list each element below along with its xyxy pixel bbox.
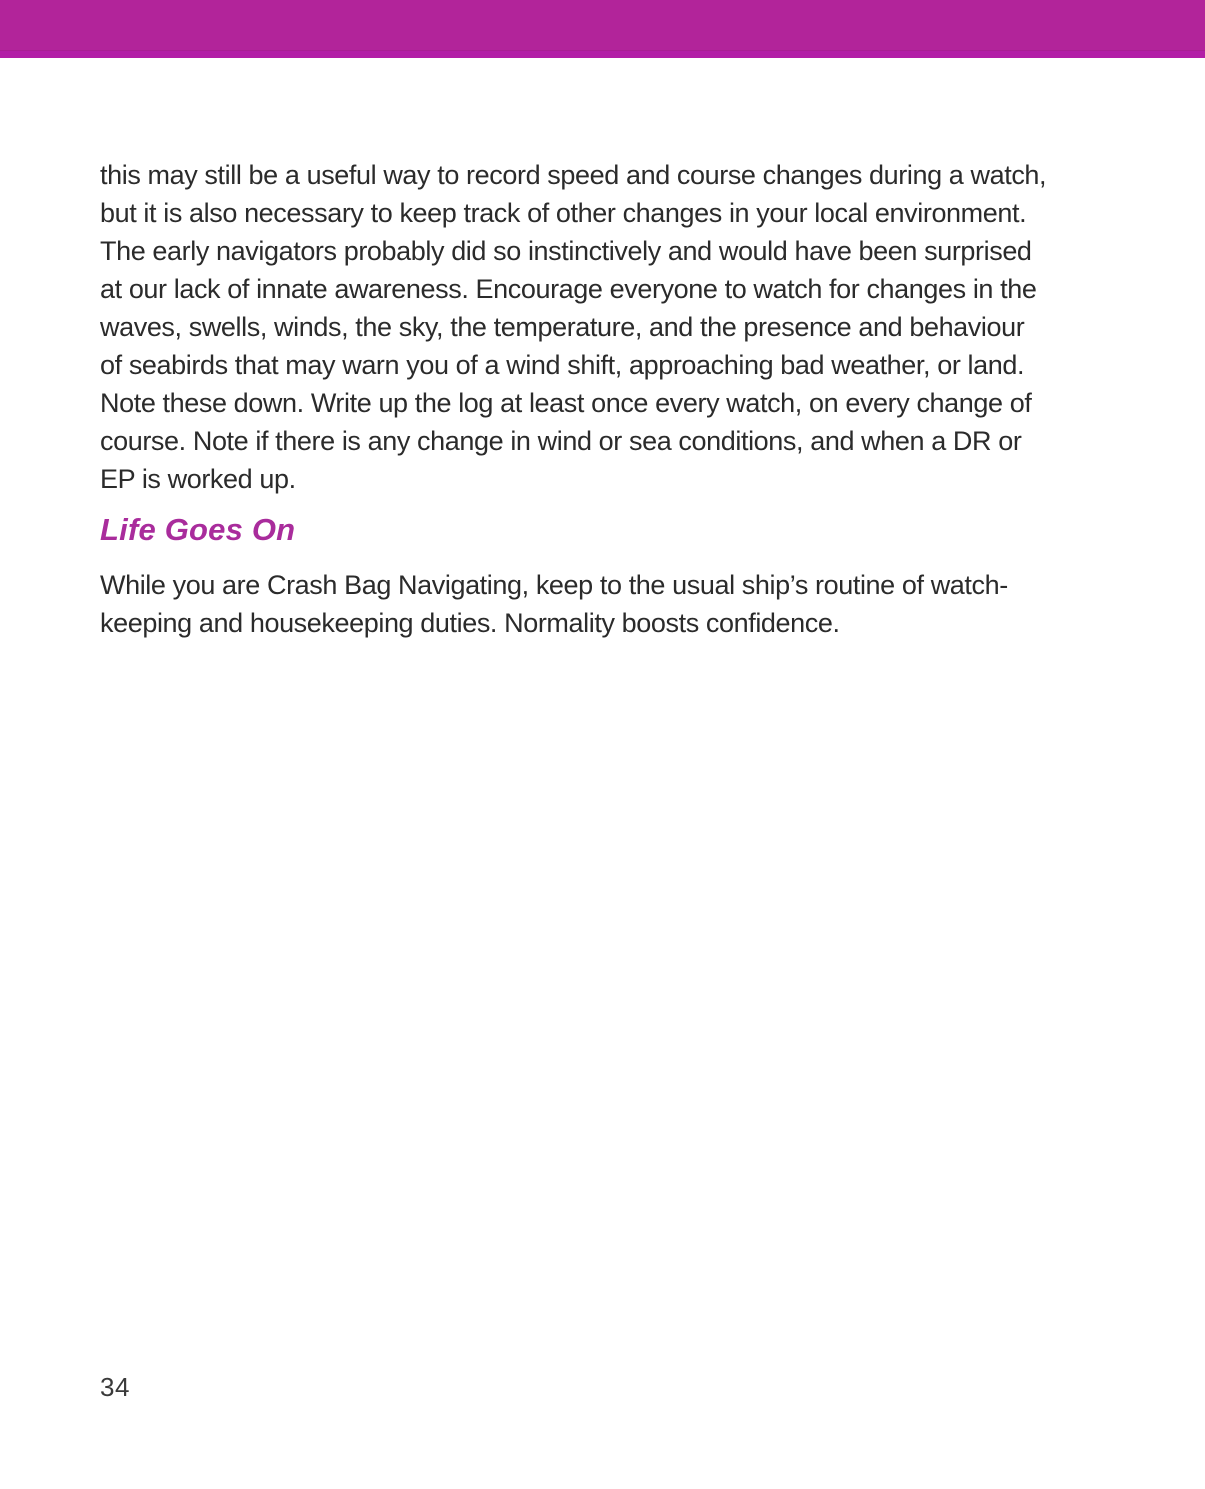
section-heading-life-goes-on: Life Goes On: [100, 512, 296, 547]
paragraph-life-goes-on: While you are Crash Bag Navigating, keep to the usual ship’s routine of watch-keeping and housekeeping duties. Normality boosts confidence.: [100, 570, 1008, 638]
top-banner-strip: [0, 50, 1205, 58]
top-banner-bar: [0, 0, 1205, 58]
page-number: 34: [100, 1372, 130, 1402]
paragraph-watch-log: this may still be a useful way to record speed and course changes during a watch, but it is also necessary to keep track of other changes in your local environment. The early navigators probably did so instinctively and would have been surprised at our lack of innate awareness. Encourage everyone to watch for changes in the waves, swells, winds, the sky, the temperature, and the presence and behaviour of seabirds that may warn you of a wind shift, approaching bad weather, or land. Note these down. Write up the log at least once every watch, on every change of course. Note if there is any change in wind or sea conditions, and when a DR or EP is worked up.: [100, 160, 1047, 494]
